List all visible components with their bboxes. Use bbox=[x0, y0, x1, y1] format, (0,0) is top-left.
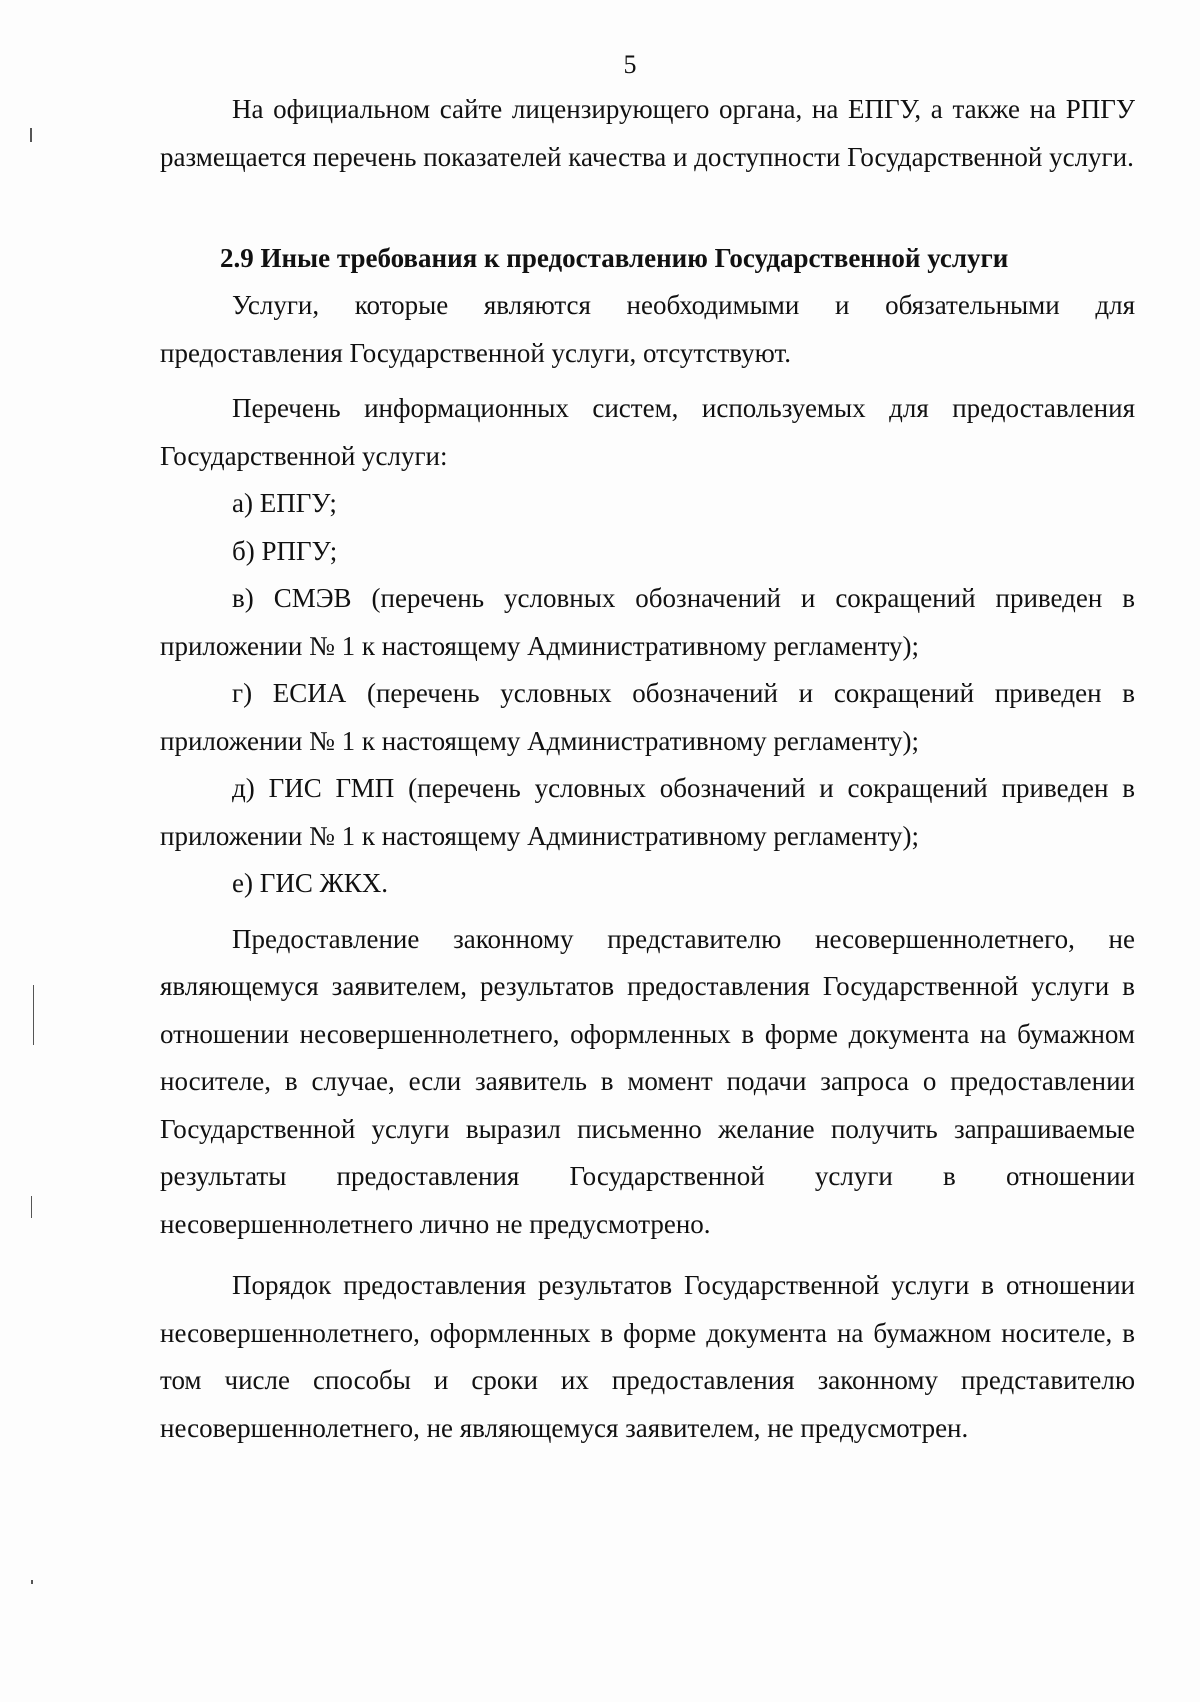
paragraph-mandatory-services: Услуги, которые являются необходимыми и обязательными для предоставления Государственной услуги, отсутствуют. bbox=[160, 290, 1135, 368]
paragraph-legal-representative: Предоставление законному представителю несовершеннолетнего, не являющемуся заявителем, результатов предоставления Государственной услуги в отношении несовершеннолетнего, оформленных в форме документа на бумажном носителе, в случае, если заявитель в момент подачи запроса о предоставлении Государственной услуги выразил письменно желание получить запрашиваемые результаты предоставления Государственной услуги в отношении несовершеннолетнего лично не предусмотрено. bbox=[160, 923, 1135, 1239]
list-item: е) ГИС ЖКХ. bbox=[232, 868, 389, 898]
list-item: б) РПГУ; bbox=[232, 535, 338, 566]
page-number: 5 bbox=[623, 50, 637, 79]
scan-mark bbox=[31, 1196, 32, 1218]
paragraph-procedure: Порядок предоставления результатов Государственной услуги в отношении несовершеннолетнего, оформленных в форме документа на бумажном носителе, в том числе способы и сроки их предоставления законному представителю несовершеннолетнего, не являющемуся заявителем, не предусмотрен. bbox=[160, 1270, 1135, 1443]
section-heading: 2.9 Иные требования к предоставлению Государственной услуги bbox=[220, 243, 1009, 273]
list-item: в) СМЭВ (перечень условных обозначений и сокращений приведен в приложении № 1 к настоящему Административному регламенту); bbox=[160, 583, 1135, 661]
list-item: а) ЕПГУ; bbox=[232, 488, 337, 518]
scan-mark bbox=[31, 1580, 33, 1584]
list-item: г) ЕСИА (перечень условных обозначений и сокращений приведен в приложении № 1 к настоящему Административному регламенту); bbox=[160, 678, 1135, 756]
paragraph-information-systems: Перечень информационных систем, используемых для предоставления Государственной услуги: bbox=[160, 393, 1135, 471]
list-item: д) ГИС ГМП (перечень условных обозначений и сокращений приведен в приложении № 1 к настоящему Административному регламенту); bbox=[160, 773, 1135, 851]
scan-mark bbox=[33, 985, 34, 1045]
paragraph-quality-indicators: На официальном сайте лицензирующего органа, на ЕПГУ, а также на РПГУ размещается перечень показателей качества и доступности Государственной услуги. bbox=[160, 94, 1135, 172]
document-body bbox=[160, 86, 1135, 1452]
scan-mark bbox=[30, 128, 32, 142]
